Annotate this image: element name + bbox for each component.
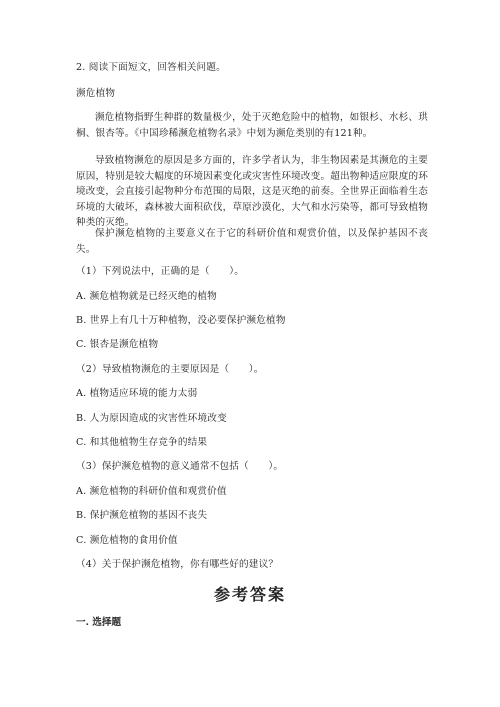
sub-question-4-prompt: （4）关于保护濒危植物，你有哪些好的建议？ [76, 559, 279, 570]
sub-question-1-option-c: C. 银杏是濒危植物 [76, 339, 159, 350]
sub-question-2-option-b: B. 人为原因造成的灾害性环境改变 [76, 413, 227, 424]
sub-question-2-option-a: A. 植物适应环境的能力太弱 [76, 388, 198, 399]
sub-question-1-option-a: A. 濒危植物就是已经灭绝的植物 [76, 291, 217, 302]
sub-question-3-option-b: B. 保护濒危植物的基因不丧失 [76, 510, 208, 521]
sub-question-2-option-c: C. 和其他植物生存竞争的结果 [76, 437, 208, 448]
sub-question-3-option-c: C. 濒危植物的食用价值 [76, 535, 178, 546]
sub-question-3-option-a: A. 濒危植物的科研价值和观赏价值 [76, 486, 227, 497]
sub-question-1-prompt: （1）下列说法中，正确的是（ ）。 [76, 266, 244, 277]
question-intro: 2. 阅读下面短文，回答相关问题。 [76, 62, 226, 73]
answer-section-title: 参考答案 [213, 585, 286, 604]
passage-title: 濒危植物 [76, 88, 116, 99]
sub-question-1-option-b: B. 世界上有几十万种植物，没必要保护濒危植物 [76, 315, 286, 326]
passage-paragraph-1: 濒危植物指野生种群的数量极少，处于灭绝危险中的植物，如银杉、水杉、珙桐、银杏等。《中国珍稀濒危植物名录》中划为濒危类别的有121种。 [76, 112, 428, 139]
answer-subsection-heading: 一. 选择题 [76, 617, 122, 628]
sub-question-3-prompt: （3）保护濒危植物的意义通常不包括（ ）。 [76, 461, 284, 472]
sub-question-2-prompt: （2）导致植物濒危的主要原因是（ ）。 [76, 364, 264, 375]
passage-paragraph-2: 导致植物濒危的原因是多方面的，许多学者认为，非生物因素是其濒危的主要原因，特别是较大幅度的环境因素变化或灾害性环境改变。超出物种适应限度的环境改变，会直接引起物种分布范围的局限，这是灭绝的前奏。全世界正面临着生态环境的大破坏，森林被大面积砍伐，草原沙漠化，大气和水污染等，都可导致植物种类的灭绝。 [76, 155, 428, 228]
passage-paragraph-3: 保护濒危植物的主要意义在于它的科研价值和观赏价值，以及保护基因不丧失。 [76, 228, 428, 255]
